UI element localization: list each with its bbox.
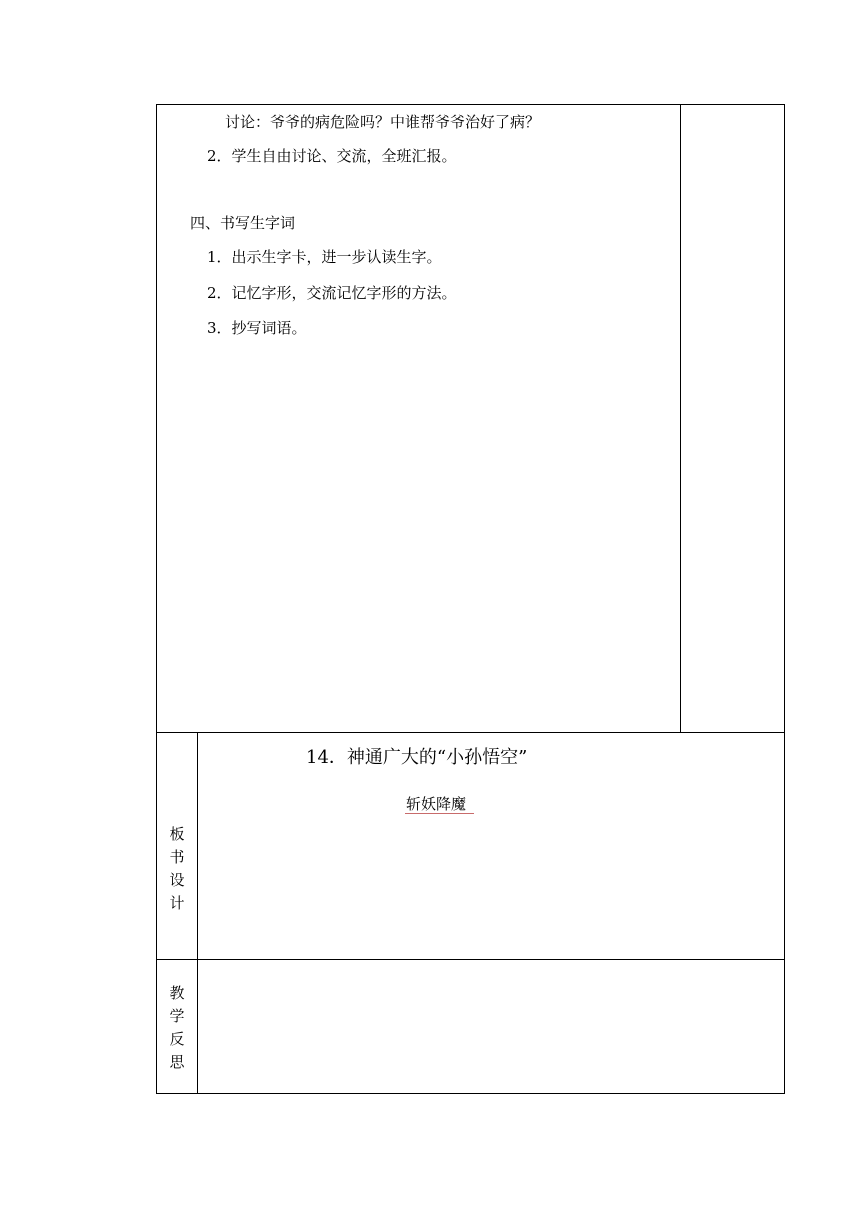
reflection-label-char: 学 <box>169 1007 185 1025</box>
section-4-heading: 四、书写生字词 <box>190 214 296 232</box>
step-2-discussion: 2．学生自由讨论、交流，全班汇报。 <box>207 147 457 165</box>
reflection-label-char: 思 <box>169 1053 185 1071</box>
board-design-label <box>165 823 189 915</box>
teaching-reflection-label <box>165 982 189 1074</box>
table-top-border <box>156 104 785 105</box>
content-column-divider <box>680 104 681 733</box>
reflection-label-char: 反 <box>169 1030 185 1048</box>
board-title: 14．神通广大的“小孙悟空” <box>306 747 528 768</box>
table-left-border <box>156 104 157 1094</box>
reflection-label-char: 教 <box>169 984 185 1002</box>
board-label-char: 设 <box>169 871 185 889</box>
write-step-2: 2．记忆字形，交流记忆字形的方法。 <box>207 284 457 302</box>
board-row-top-border <box>156 732 785 733</box>
board-label-char: 板 <box>169 825 185 843</box>
discussion-question: 讨论：爷爷的病危险吗？中谁帮爷爷治好了病？ <box>225 113 541 131</box>
reflection-row-top-border <box>156 959 785 960</box>
table-right-border <box>784 104 785 1094</box>
board-label-char: 书 <box>169 848 185 866</box>
label-column-divider <box>197 732 198 1094</box>
write-step-3: 3．抄写词语。 <box>207 319 307 337</box>
table-bottom-border <box>156 1093 785 1094</box>
board-subtitle: 斩妖降魔 <box>406 795 467 813</box>
board-subtitle-underline <box>405 813 474 814</box>
board-label-char: 计 <box>169 894 185 912</box>
write-step-1: 1．出示生字卡，进一步认读生字。 <box>207 248 442 266</box>
